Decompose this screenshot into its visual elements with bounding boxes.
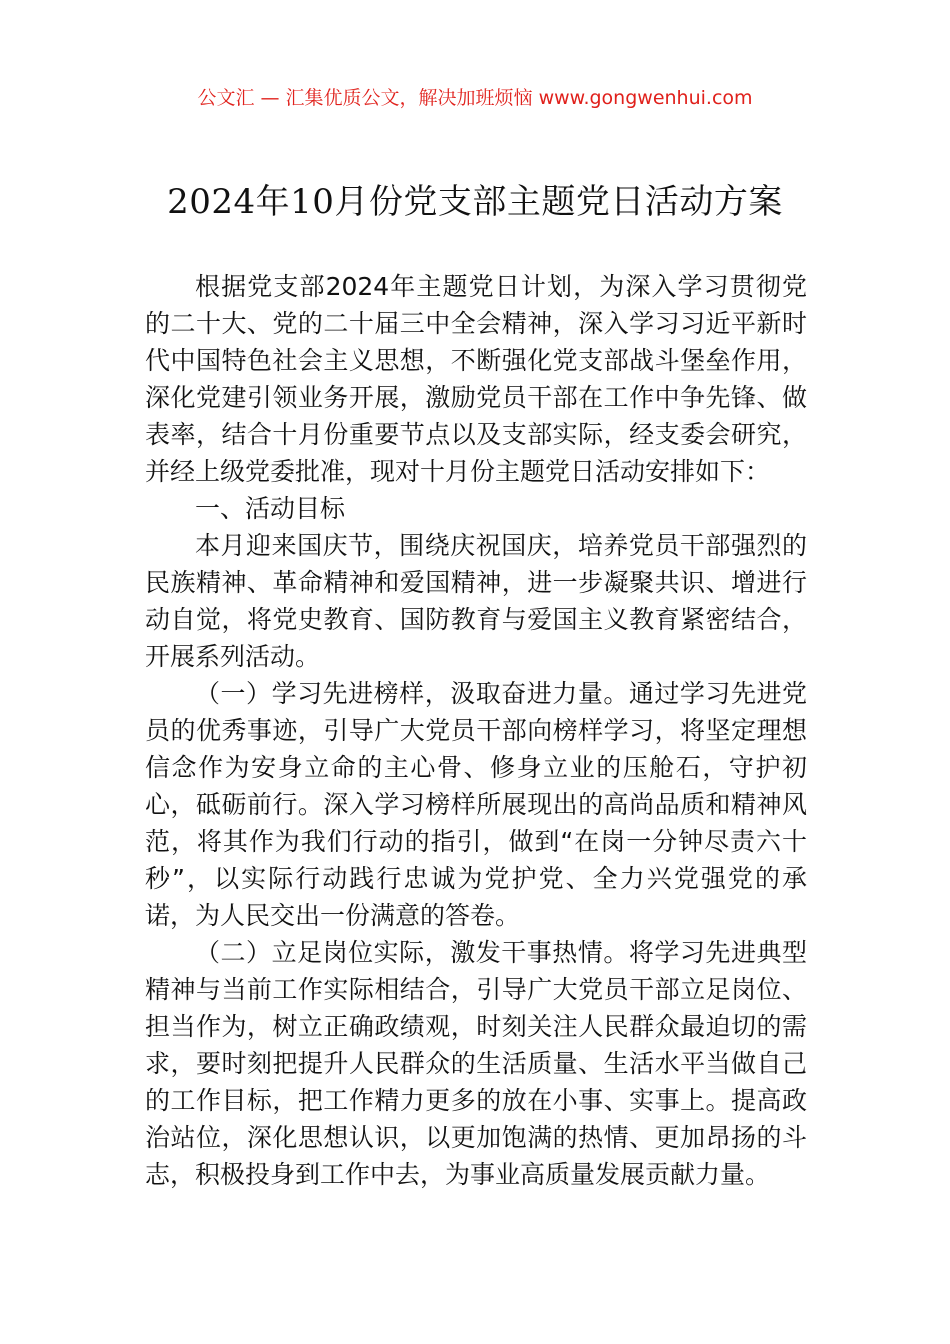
paragraph-intro: 根据党支部2024年主题党日计划，为深入学习贯彻党的二十大、党的二十届三中全会精神，深入学习习近平新时代中国特色社会主义思想，不断强化党支部战斗堡垒作用，深化党建引领业务开展，激励党员干部在工作中争先锋、做表率，结合十月份重要节点以及支部实际，经支委会研究，并经上级党委批准，现对十月份主题党日活动安排如下： (145, 272, 807, 486)
paragraph-item-1: （一）学习先进榜样，汲取奋进力量。通过学习先进党员的优秀事迹，引导广大党员干部向榜样学习，将坚定理想信念作为安身立命的主心骨、修身立业的压舱石，守护初心，砥砺前行。深入学习榜样所展现出的高尚品质和精神风范，将其作为我们行动的指引，做到“在岗一分钟尽责六十秒”，以实际行动践行忠诚为党护党、全力兴党强党的承诺，为人民交出一份满意的答卷。 (145, 679, 807, 930)
document-title: 2024年10月份党支部主题党日活动方案 (167, 182, 783, 222)
header-banner: 公文汇 — 汇集优质公文，解决加班烦恼 www.gongwenhui.com (197, 87, 753, 109)
document-body (145, 268, 807, 1193)
paragraph-goals: 本月迎来国庆节，围绕庆祝国庆，培养党员干部强烈的民族精神、革命精神和爱国精神，进一步凝聚共识、增进行动自觉，将党史教育、国防教育与爱国主义教育紧密结合，开展系列活动。 (145, 531, 807, 671)
paragraph-item-2: （二）立足岗位实际，激发干事热情。将学习先进典型精神与当前工作实际相结合，引导广大党员干部立足岗位、担当作为，树立正确政绩观，时刻关注人民群众最迫切的需求，要时刻把提升人民群众的生活质量、生活水平当做自己的工作目标，把工作精力更多的放在小事、实事上。提高政治站位，深化思想认识，以更加饱满的热情、更加昂扬的斗志，积极投身到工作中去，为事业高质量发展贡献力量。 (145, 938, 807, 1189)
section-heading-goals: 一、活动目标 (195, 494, 346, 523)
